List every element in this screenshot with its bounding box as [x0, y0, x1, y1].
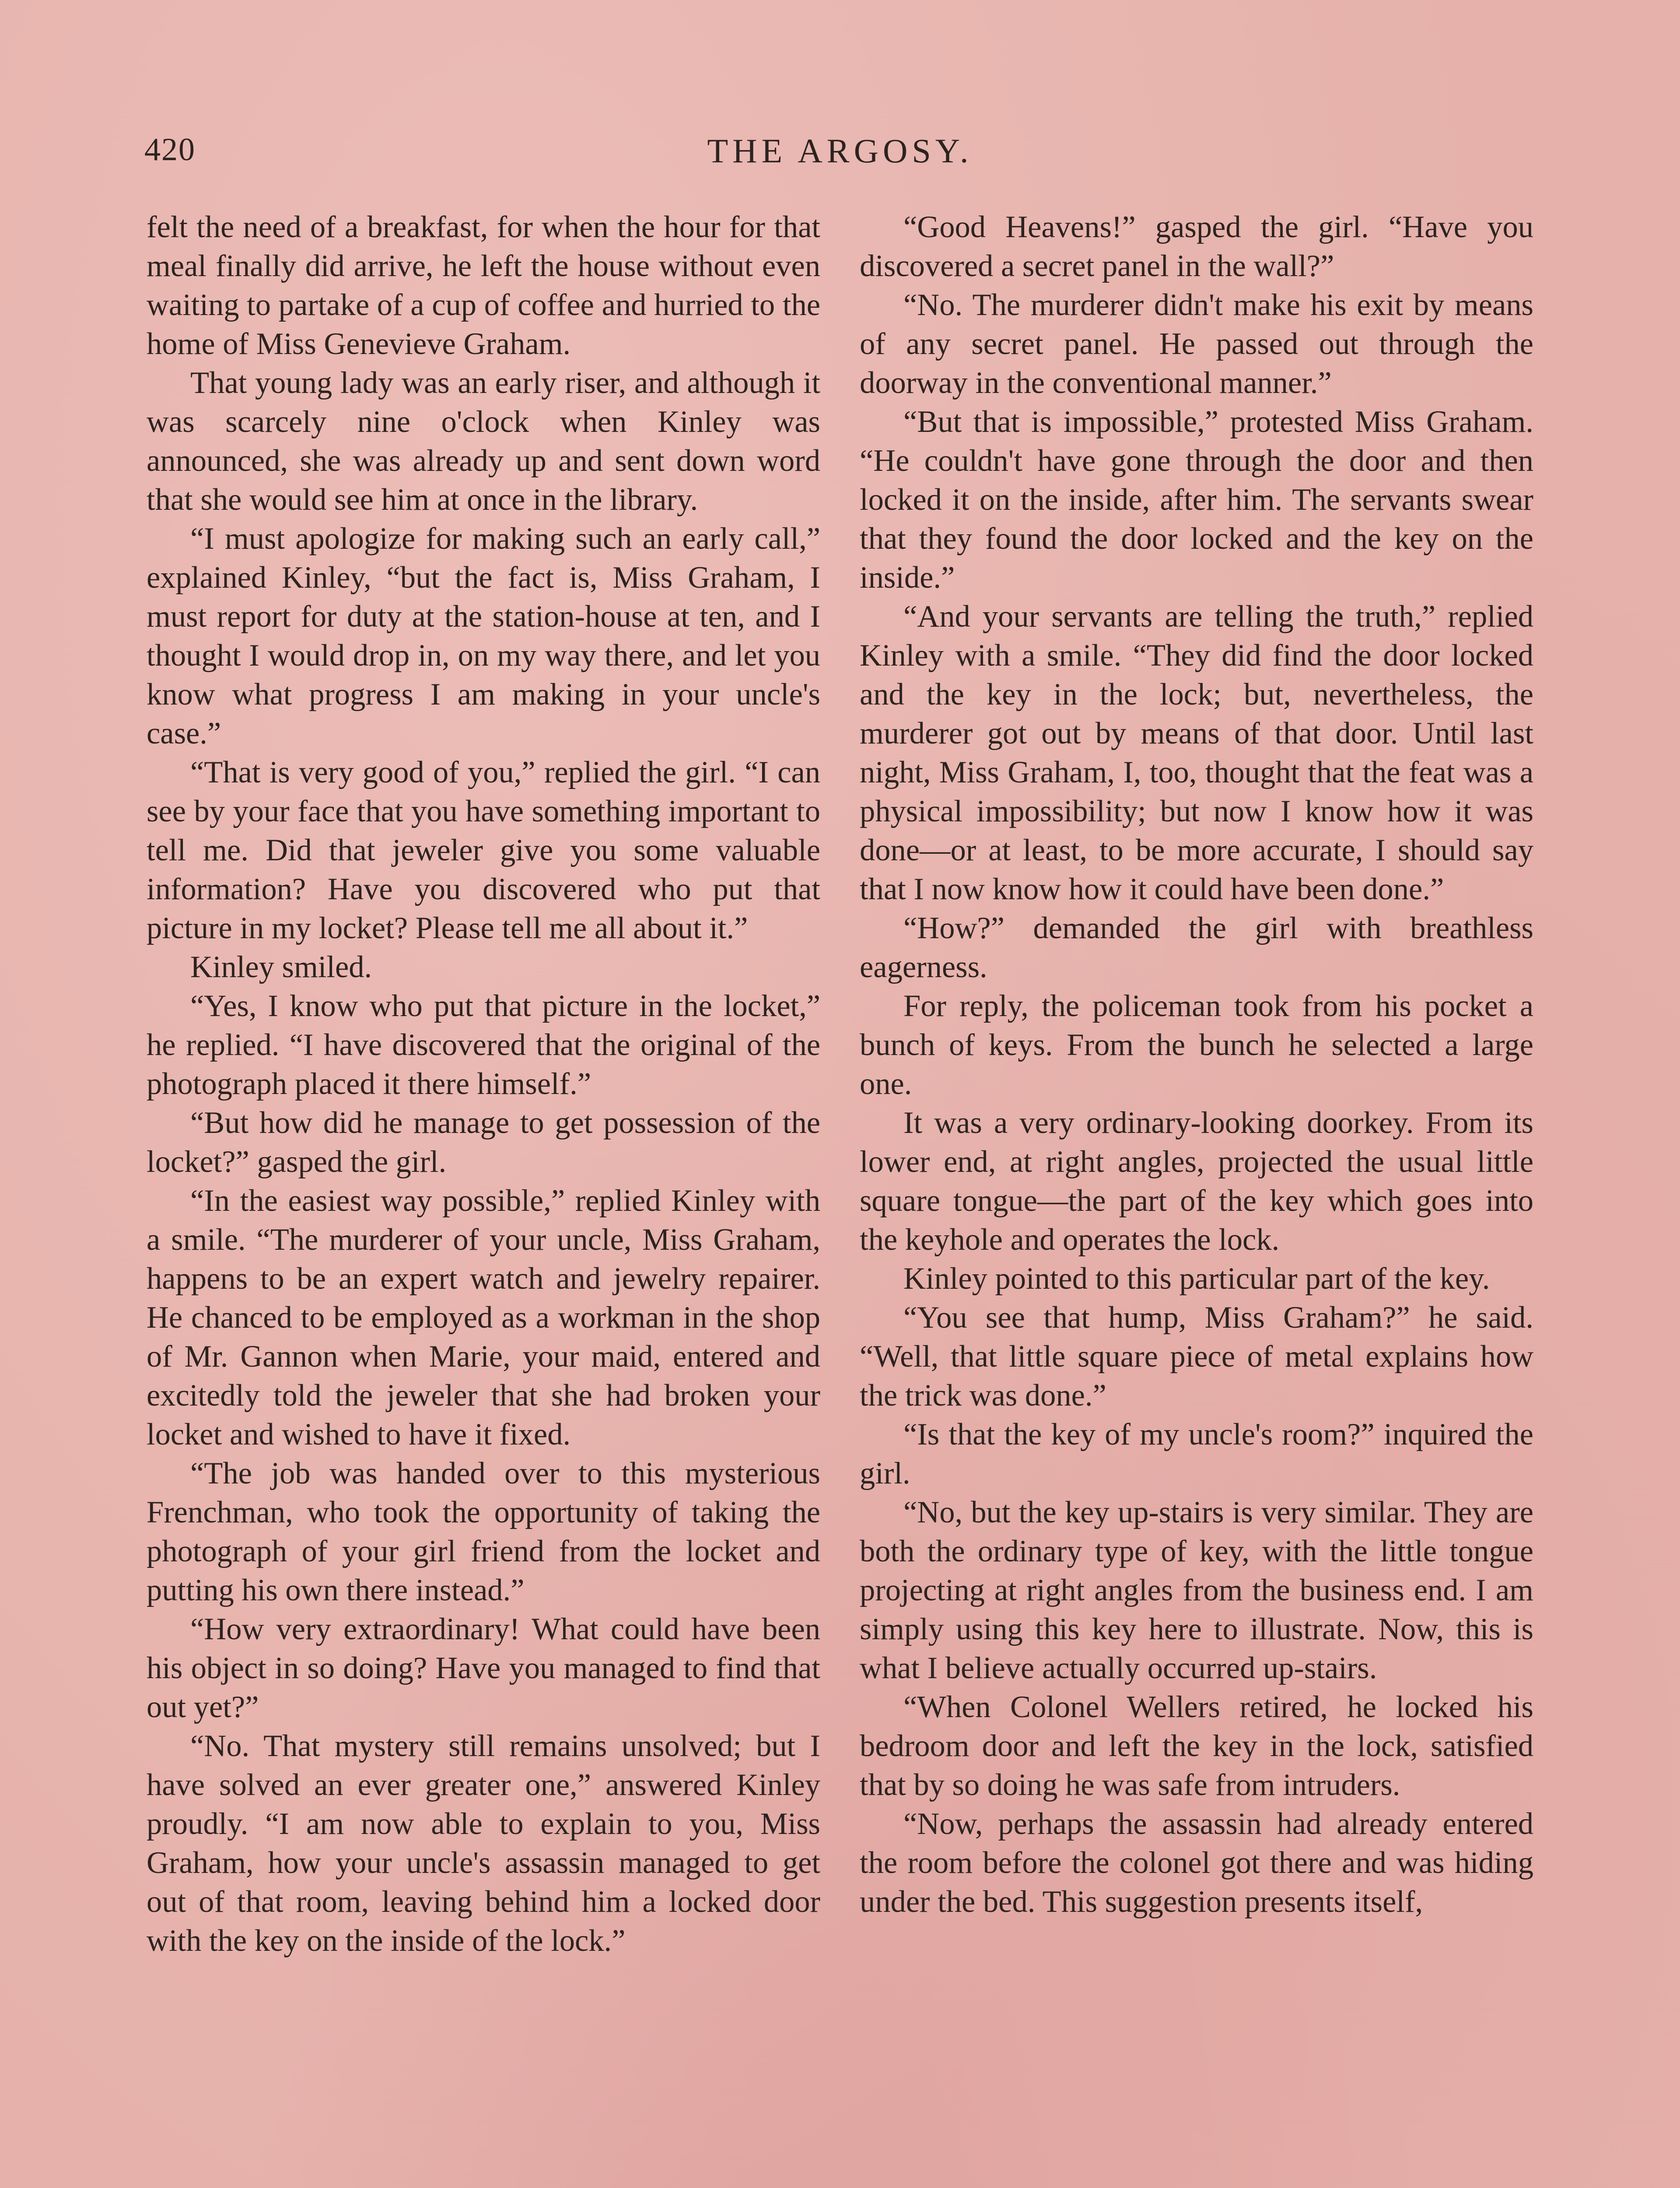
paragraph: “But that is impossible,” protested Miss Graham. “He couldn't have gone through the door and then locked it on the inside, after him. The servants swear that they found the door locked and the key on the inside.” [860, 405, 1533, 595]
paragraph: “How very extraordinary! What could have been his object in so doing? Have you managed to find that out yet?” [147, 1612, 820, 1724]
left-column [147, 208, 820, 2188]
paragraph: It was a very ordinary-looking doorkey. From its lower end, at right angles, projected the usual little square tongue—the part of the key which goes into the keyhole and operates the lock. [860, 1106, 1533, 1257]
paragraph: Kinley smiled. [190, 950, 372, 984]
paragraph: For reply, the policeman took from his pocket a bunch of keys. From the bunch he selected a large one. [860, 989, 1533, 1101]
paragraph: “Yes, I know who put that picture in the locket,” he replied. “I have discovered that the original of the photograph placed it there himself.” [147, 989, 820, 1101]
paragraph: “In the easiest way possible,” replied Kinley with a smile. “The murderer of your uncle, Miss Graham, happens to be an expert watch and jewelry repairer. He chanced to be employed as a workman in the shop of Mr. Gannon when Marie, your maid, entered and excitedly told the jeweler that she had broken your locket and wished to have it fixed. [147, 1184, 820, 1452]
right-column [860, 208, 1533, 2188]
paragraph: “You see that hump, Miss Graham?” he said. “Well, that little square piece of metal explains how the trick was done.” [860, 1301, 1533, 1413]
paragraph: “No, but the key up-stairs is very similar. They are both the ordinary type of key, with the little tongue projecting at right angles from the business end. I am simply using this key here to illustrate. Now, this is what I believe actually occurred up-stairs. [860, 1495, 1533, 1685]
paragraph: “When Colonel Wellers retired, he locked his bedroom door and left the key in the lock, satisfied that by so doing he was safe from intruders. [860, 1690, 1533, 1802]
page-number: 420 [144, 132, 196, 168]
paragraph: “No. That mystery still remains unsolved; but I have solved an ever greater one,” answered Kinley proudly. “I am now able to explain to you, Miss Graham, how your uncle's assassin managed to get out of that room, leaving behind him a locked door with the key on the inside of the lock.” [147, 1729, 820, 1958]
paragraph: “I must apologize for making such an early call,” explained Kinley, “but the fact is, Miss Graham, I must report for duty at the station-house at ten, and I thought I would drop in, on my way there, and let you know what progress I am making in your uncle's case.” [147, 522, 820, 750]
paragraph: “No. The murderer didn't make his exit by means of any secret panel. He passed out through the doorway in the conventional manner.” [860, 288, 1533, 400]
paragraph: “Good Heavens!” gasped the girl. “Have you discovered a secret panel in the wall?” [860, 210, 1533, 283]
page-header [144, 131, 1536, 179]
paragraph: “And your servants are telling the truth,” replied Kinley with a smile. “They did find the door locked and the key in the lock; but, nevertheless, the murderer got out by means of that door. Until last night, Miss Graham, I, too, thought that the feat was a physical impossibility; but now I know how it was done—or at least, to be more accurate, I should say that I now know how it could have been done.” [860, 600, 1533, 906]
paragraph: Kinley pointed to this particular part of the key. [903, 1262, 1490, 1296]
paragraph: felt the need of a breakfast, for when the hour for that meal finally did arrive, he left the house without even waiting to partake of a cup of coffee and hurried to the home of Miss Genevieve Graham. [147, 210, 820, 361]
paragraph: “But how did he manage to get possession of the locket?” gasped the girl. [147, 1106, 820, 1179]
paragraph: That young lady was an early riser, and although it was scarcely nine o'clock when Kinley was announced, she was already up and sent down word that she would see him at once in the library. [147, 366, 820, 517]
paragraph: “Is that the key of my uncle's room?” inquired the girl. [860, 1417, 1533, 1490]
paragraph: “How?” demanded the girl with breathless eagerness. [860, 911, 1533, 984]
paragraph: “Now, perhaps the assassin had already entered the room before the colonel got there and was hiding under the bed. This suggestion presents itself, [860, 1807, 1533, 1919]
paragraph: “That is very good of you,” replied the girl. “I can see by your face that you have something important to tell me. Did that jeweler give you some valuable information? Have you discovered who put that picture in my locket? Please tell me all about it.” [147, 755, 820, 945]
paragraph: “The job was handed over to this mysterious Frenchman, who took the opportunity of taking the photograph of your girl friend from the locket and putting his own there instead.” [147, 1456, 820, 1607]
running-head: THE ARGOSY. [707, 132, 973, 170]
